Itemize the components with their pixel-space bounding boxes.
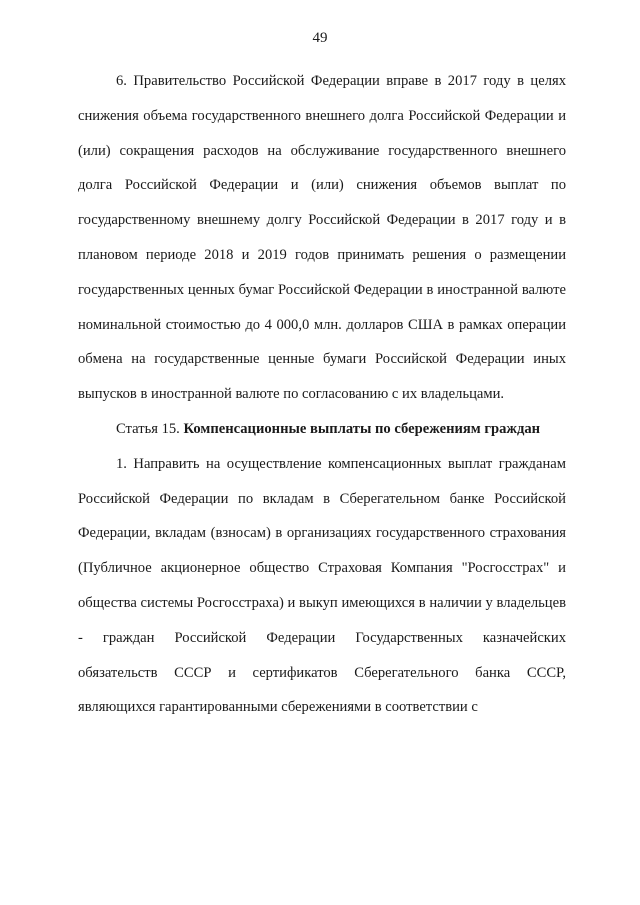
paragraph-1: 1. Направить на осуществление компенсационных выплат гражданам Российской Федерации по вкладам в Сберегательном банке Российской Федерации, вкладам (взносам) в организациях государственного страхования (Публичное акционерное общество Страховая Компания "Росгосстрах" и общества системы Росгосстраха) и выкуп имеющихся в наличии у владельцев - граждан Российской Федерации Государственных казначейских обязательств СССР и сертификатов Сберегательного банка СССР, являющихся гарантированными сбережениями в соответствии с xyxy=(78,455,566,716)
paragraph-6: 6. Правительство Российской Федерации вправе в 2017 году в целях снижения объема государственного внешнего долга Российской Федерации и (или) сокращения расходов на обслуживание государственного внешнего долга Российской Федерации и (или) снижения объемов выплат по государственному внешнему долгу Российской Федерации в 2017 году и в плановом периоде 2018 и 2019 годов принимать решения о размещении государственных ценных бумаг Российской Федерации в иностранной валюте номинальной стоимостью до 4 000,0 млн. долларов США в рамках операции обмена на государственные ценные бумаги Российской Федерации иных выпусков в иностранной валюте по согласованию с их владельцами. xyxy=(78,73,566,403)
article-number: Статья 15. xyxy=(116,420,180,437)
page-number: 49 xyxy=(312,30,328,46)
document-body xyxy=(78,64,566,725)
article-heading xyxy=(78,412,566,447)
article-title: Компенсационные выплаты по сбережениям граждан xyxy=(183,420,541,437)
